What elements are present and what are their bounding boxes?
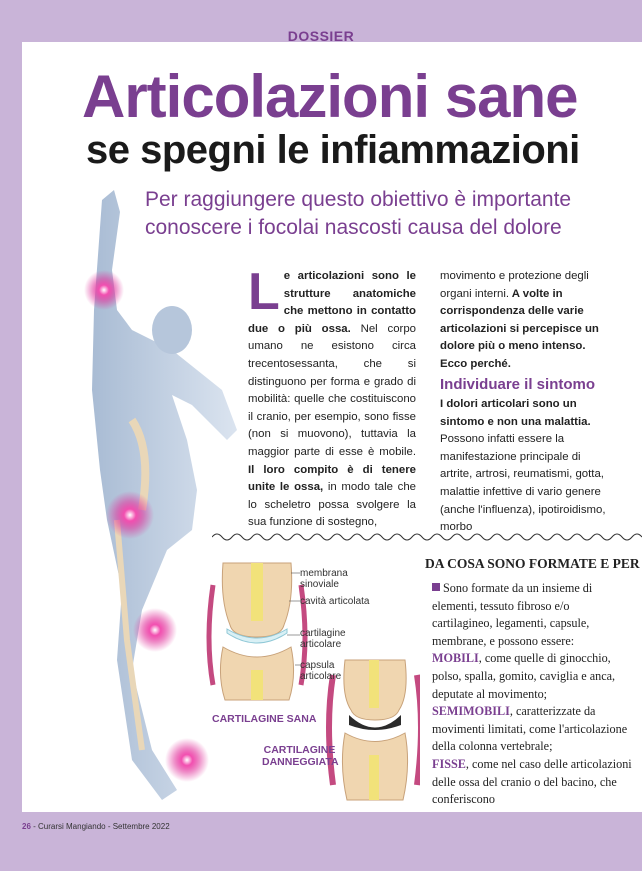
label-damaged-cartilage: CARTILAGINE DANNEGGIATA (262, 744, 339, 768)
drop-cap: L (248, 263, 280, 321)
section-subhead: Individuare il sintomo (440, 376, 596, 393)
article-column-3: I dolori articolari sono un sintomo e non una malattia. Possono infatti essere la manifestazione principale di artrite, artrosi, reumatismi, gotta, malattie infettive di vario genere (anche l'influenza), ipotiroidismo, morbo (440, 398, 606, 534)
article-column-2: movimento e protezione degli organi interni. A volte in corrispondenza delle varie articolazioni si percepisce un dolore più o meno intenso. Ecco perché. (440, 270, 599, 370)
page-number: 26 (22, 822, 31, 831)
joint-glow-ankle (165, 738, 209, 782)
joint-glow-shoulder (84, 270, 124, 310)
label-capsule: capsula articolare (300, 660, 342, 682)
article-column-1: L e articolazioni sono le strutture anatomiche che mettono in contatto due o più ossa. Nel corpo umano ne esistono circa trecentosessanta, che si distinguono per forma e grado di mobilità: quelle che costituiscono il cranio, per esempio, sono fisse (non si muovono), tuttavia la maggior parte di esse è mobile. Il loro compito è di tenere unite le ossa, in modo tale che lo scheletro possa svolgere la sua funzione di sostegno, (248, 263, 417, 529)
label-cartilage: cartilagine articolare (300, 628, 346, 650)
box-text: Sono formate da un insieme di elementi, tessuto fibroso e/o cartilagineo, legamenti, capsule, membrane, e possono essere: MOBILI, come quelle di ginocchio, polso, spalla, gomito, caviglia e anca, deputate al movimento; SEMIMOBILI, caratterizzate da movimenti limitati, come l'articolazione della colonna vertebrale; FISSE, come nel caso delle articolazioni delle ossa del cranio o del bacino, che conferiscono (432, 581, 632, 807)
joint-glow-hip (106, 491, 154, 539)
box-title: DA COSA SONO FORMATE E PER (425, 556, 640, 571)
title-line-2: se spegni le infiammazioni (86, 128, 580, 172)
page-footer: 26 - Curarsi Mangiando - Settembre 2022 (22, 822, 170, 831)
joint-glow-knee (133, 608, 177, 652)
label-membrane: membrana sinoviale (300, 568, 348, 590)
magazine-name: Curarsi Mangiando (38, 822, 106, 831)
lead-sentence: e articolazioni sono le strutture anatomiche che mettono in contatto due o più ossa. (248, 270, 416, 335)
section-tag: DOSSIER (287, 28, 355, 44)
joint-diagram (205, 555, 420, 810)
issue-date: Settembre 2022 (112, 822, 170, 831)
subtitle: Per raggiungere questo obiettivo è importante conoscere i focolai nascosti causa del dolore (145, 188, 572, 239)
wave-divider (212, 530, 642, 544)
label-healthy-cartilage: CARTILAGINE SANA (212, 713, 317, 725)
label-cavity: cavità articolata (300, 596, 370, 607)
bullet-square-icon (432, 583, 440, 591)
title-line-1: Articolazioni sane (82, 63, 578, 130)
